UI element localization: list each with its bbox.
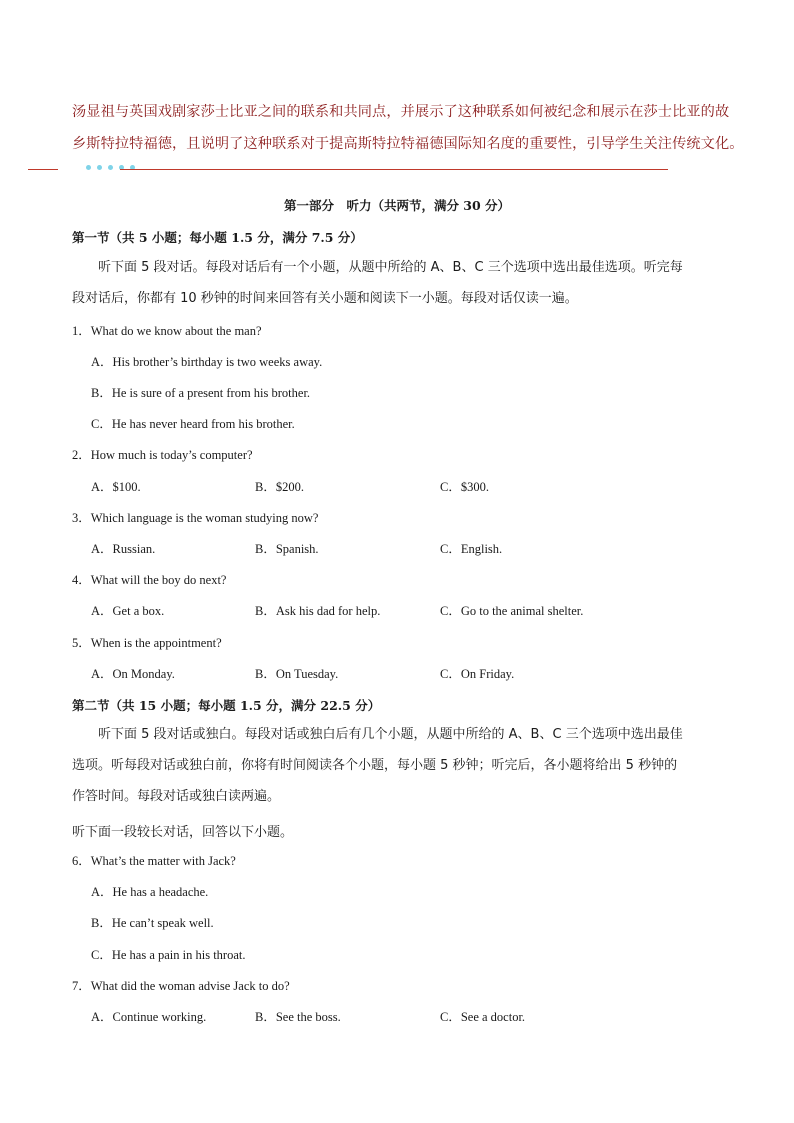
question-1-option-c: C．He has never heard from his brother. [91,417,295,431]
question-6-option-a: A．He has a headache. [91,885,209,899]
question-4-option-c: C．Go to the animal shelter. [440,604,584,618]
divider-dot [97,165,102,170]
divider-dot [108,165,113,170]
question-7-stem: 7．What did the woman advise Jack to do? [72,979,290,993]
question-5-option-c: C．On Friday. [440,667,515,681]
question-7-option-b: B．See the boss. [255,1010,341,1024]
question-3-stem: 3．Which language is the woman studying now? [72,511,319,525]
question-3-option-a: A．Russian. [91,542,156,556]
question-6-option-c: C．He has a pain in his throat. [91,948,246,962]
question-6-option-b: B．He can’t speak well. [91,916,214,930]
divider-line-right [120,169,668,170]
question-4-option-b: B．Ask his dad for help. [255,604,381,618]
question-3-option-c: C．English. [440,542,503,556]
question-4-stem: 4．What will the boy do next? [72,573,227,587]
section2-instr-line-2: 选项。听每段对话或独白前，你将有时间阅读各个小题，每小题 5 秒钟；听完后，各小题将给出 5 秒钟的 [72,758,678,773]
question-6-stem: 6．What’s the matter with Jack? [72,854,236,868]
intro-summary [72,96,744,160]
question-2-option-a: A．$100. [91,480,141,494]
section2-instructions [72,719,727,812]
question-7-option-a: A．Continue working. [91,1010,207,1024]
question-5-option-b: B．On Tuesday. [255,667,339,681]
section2-lead: 听下面一段较长对话，回答以下小题。 [72,825,294,840]
section1-instr-line-2: 段对话后，你都有 10 秒钟的时间来回答有关小题和阅读下一小题。每段对话仅读一遍。 [72,291,578,306]
decorative-divider [28,163,668,175]
section1-title: 第一节（共 5 小题；每小题 1.5 分，满分 7.5 分） [72,230,363,245]
question-2-option-c: C．$300. [440,480,489,494]
question-2-option-b: B．$200. [255,480,304,494]
section1-instructions [72,252,727,314]
question-1-option-a: A．His brother’s birthday is two weeks away. [91,355,323,369]
question-1-stem: 1．What do we know about the man? [72,324,262,338]
question-1-option-b: B．He is sure of a present from his brother. [91,386,311,400]
divider-line-left [28,169,58,170]
question-4-option-a: A．Get a box. [91,604,165,618]
question-5-option-a: A．On Monday. [91,667,175,681]
question-7-option-c: C．See a doctor. [440,1010,526,1024]
part-heading: 第一部分 听力（共两节，满分 30 分） [283,198,511,213]
section2-title: 第二节（共 15 小题；每小题 1.5 分，满分 22.5 分） [72,698,381,713]
divider-dot [86,165,91,170]
question-3-option-b: B．Spanish. [255,542,319,556]
question-5-stem: 5．When is the appointment? [72,636,222,650]
question-2-stem: 2．How much is today’s computer? [72,448,253,462]
section2-instr-line-3: 作答时间。每段对话或独白读两遍。 [72,789,281,804]
section1-instr-line-1: 听下面 5 段对话。每段对话后有一个小题，从题中所给的 A、B、C 三个选项中选出最佳选项。听完每 [98,260,683,275]
section2-instr-line-1: 听下面 5 段对话或独白。每段对话或独白后有几个小题，从题中所给的 A、B、C 三个选项中选出最佳 [98,727,683,742]
intro-line-2: 乡斯特拉特福德，且说明了这种联系对于提高斯特拉特福德国际知名度的重要性，引导学生关注传统文化。 [72,136,744,152]
intro-line-1: 汤显祖与英国戏剧家莎士比亚之间的联系和共同点，并展示了这种联系如何被纪念和展示在莎士比亚的故 [72,104,730,120]
